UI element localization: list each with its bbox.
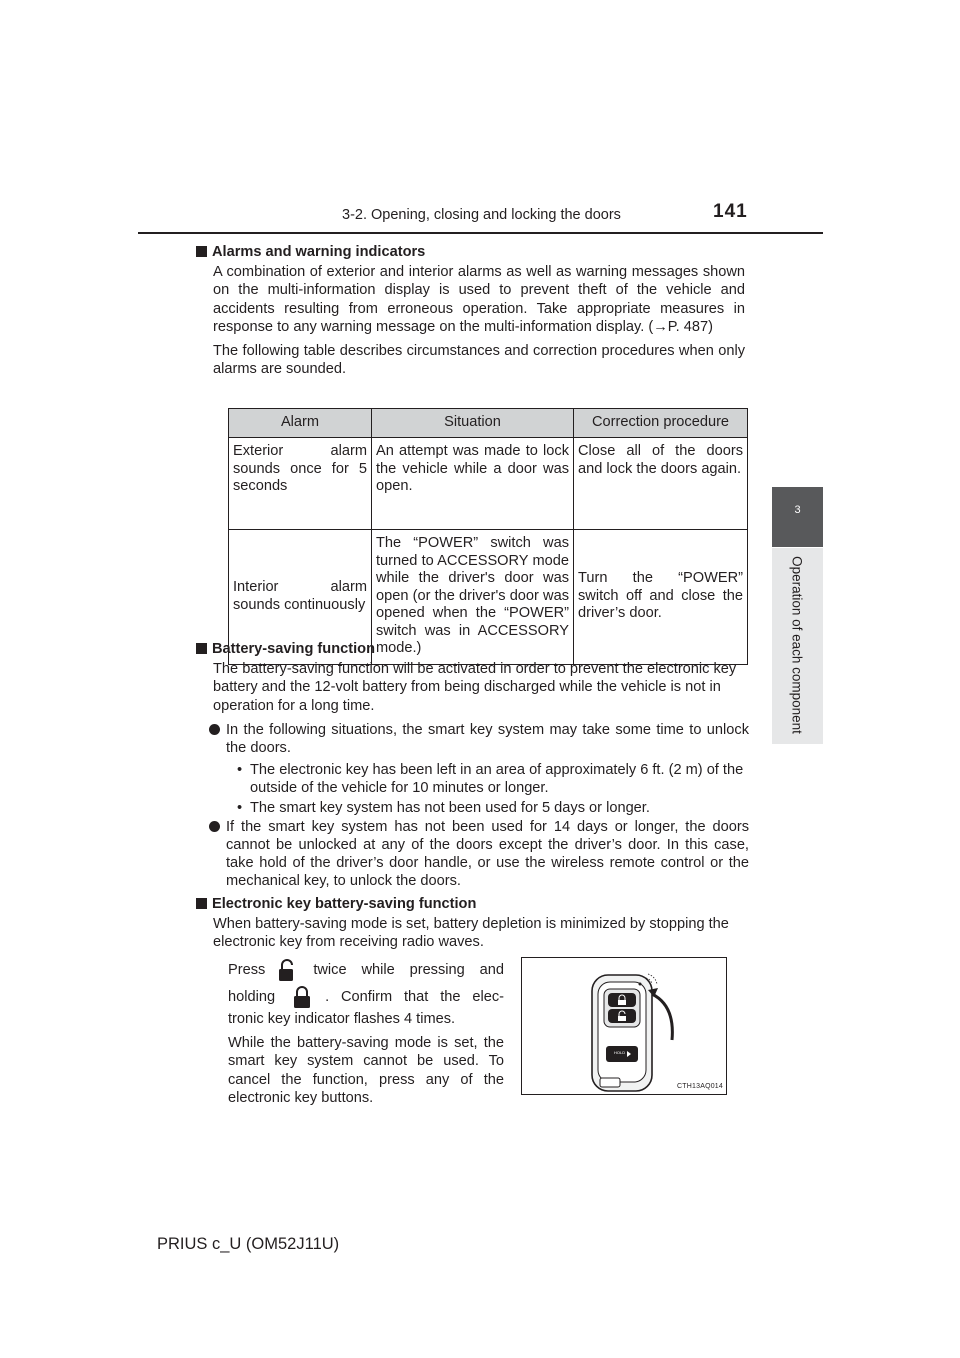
table-header-cell: Alarm — [229, 409, 372, 438]
sub-list-item: • The smart key system has not been used for 5 days or longer. — [237, 799, 650, 816]
svg-text:HOLD: HOLD — [614, 1050, 626, 1055]
ekey-line3: tronic key indicator flashes 4 times. — [228, 1011, 456, 1027]
chapter-tab-number: 3 — [772, 487, 823, 547]
table-cell: The “POWER” switch was turned to ACCESSORY mode while the driver's door was open (or the driver's door was opened when the “POWER” switch was in ACCESSORY mode.) — [372, 530, 574, 665]
header-section-title: 3-2. Opening, closing and locking the doors — [342, 207, 621, 223]
alarms-heading: Alarms and warning indicators — [196, 243, 728, 261]
table-header-cell: Correction procedure — [574, 409, 748, 438]
table-cell: Close all of the doors and lock the doors again. — [574, 438, 748, 530]
table-cell: Interior alarm sounds continuously — [229, 530, 372, 665]
alarms-paragraph-1: A combination of exterior and interior alarms as well as warning messages shown on the multi-information display is used to prevent theft of the vehicle and accidents resulting from erroneous operation. Take appropriate measures in response to any warning message on the multi-information display. (→P. 487) — [213, 264, 745, 335]
table-cell: Turn the “POWER” switch off and close the driver’s door. — [574, 530, 748, 665]
list-item: If the smart key system has not been used for 14 days or longer, the doors cannot be unlocked at any of the doors except the driver’s door. In this case, take hold of the driver’s door handle, or use the wireless remote control or the mechanical key, to unlock the doors. — [213, 818, 749, 891]
smart-key-figure — [521, 957, 727, 1095]
table-header-row — [229, 409, 748, 438]
footer-model: PRIUS c_U (OM52J11U) — [157, 1235, 340, 1253]
battery-section — [213, 640, 749, 957]
battery-heading: Battery-saving function — [196, 640, 732, 658]
list-item: In the following situations, the smart key system may take some time to unlock the doors. — [213, 721, 749, 757]
ekey-heading: Electronic key battery-saving function — [196, 895, 732, 913]
chapter-tab-label: Operation of each component — [789, 556, 805, 734]
ekey-paragraph-2: While the battery-saving mode is set, the smart key system cannot be used. To cancel the function, press any of the electronic key buttons. — [228, 1035, 504, 1106]
sub-list-item: • The electronic key has been left in an area of approximately 6 ft. (2 m) of the outside of the vehicle for 10 minutes or longer. — [237, 762, 744, 797]
page-number: 141 — [713, 201, 748, 222]
alarms-section — [213, 243, 745, 384]
ekey-instructions: Press twice while pressing and holding . Confirm that the elec- tronic key indicator flashes 4 times. While the battery-saving mode is set, the smart key system cannot be used. To cancel the function, press any of the electronic key buttons. — [228, 956, 504, 1107]
alarm-table — [228, 408, 748, 665]
table-header-cell: Situation — [372, 409, 574, 438]
ekey-paragraph: When battery-saving mode is set, battery depletion is minimized by stopping the electronic key from receiving radio waves. — [213, 915, 729, 951]
square-bullet-icon — [196, 246, 207, 257]
lock-icon — [265, 958, 307, 982]
square-bullet-icon — [196, 898, 207, 909]
figure-code: CTH13AQ014 — [677, 1083, 723, 1090]
table-cell: Exterior alarm sounds once for 5 seconds — [229, 438, 372, 530]
alarms-paragraph-2: The following table describes circumstances and correction procedures when only alarms are sounded. — [213, 343, 745, 378]
lock-icon — [275, 985, 325, 1009]
smart-key-illustration — [522, 958, 726, 1094]
round-bullet-icon — [209, 724, 220, 735]
battery-paragraph: The battery-saving function will be activated in order to prevent the electronic key battery and the 12-volt battery from being discharged while the vehicle is not in operation for a long time. — [213, 661, 737, 714]
table-row — [229, 438, 748, 530]
round-bullet-icon — [209, 821, 220, 832]
header-rule — [138, 232, 823, 234]
square-bullet-icon — [196, 643, 207, 654]
table-cell: An attempt was made to lock the vehicle while a door was open. — [372, 438, 574, 530]
